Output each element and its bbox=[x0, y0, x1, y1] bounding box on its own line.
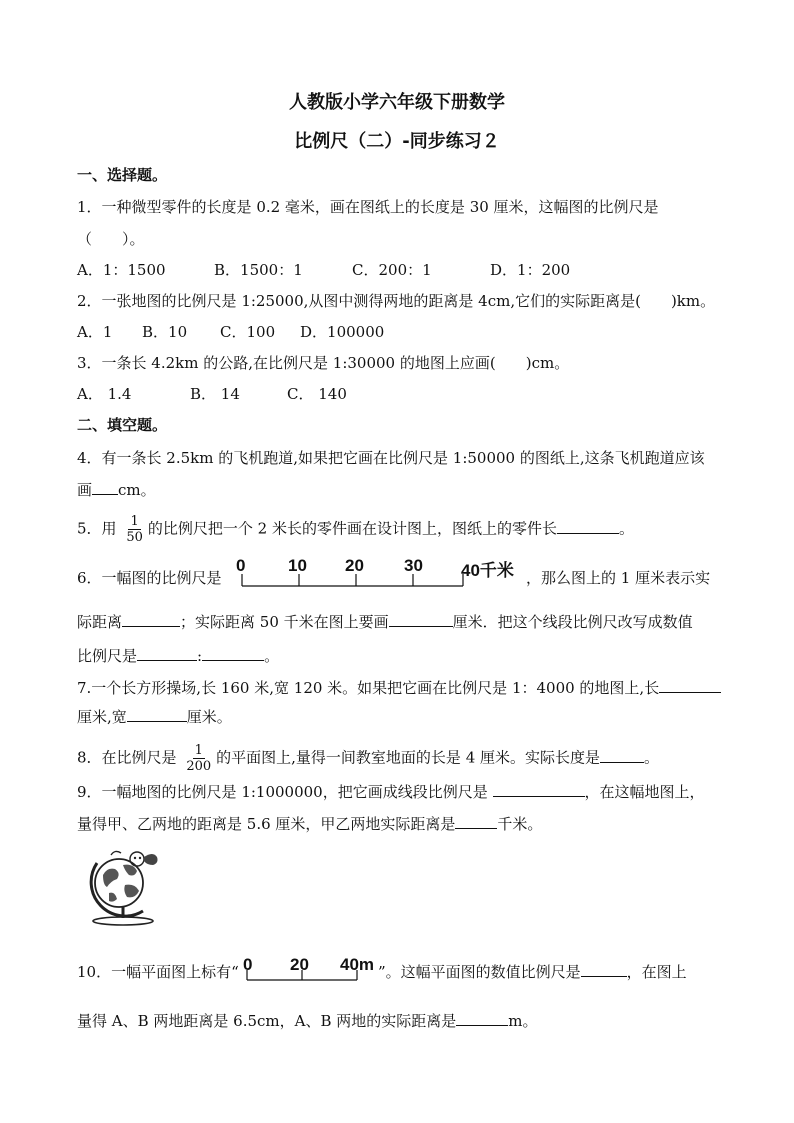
q10-answer-blank-ratio[interactable] bbox=[581, 962, 627, 977]
q6-text-line3 bbox=[77, 646, 279, 666]
q7-line2-end: 厘米。 bbox=[186, 708, 232, 726]
q6-scale-label-40km: 40千米 bbox=[461, 561, 514, 580]
q7-answer-blank-length[interactable] bbox=[659, 678, 721, 693]
q3-option-a: A． 1.4 bbox=[77, 385, 132, 403]
q5-answer-blank[interactable] bbox=[557, 519, 619, 534]
q6-line3-prefix: 比例尺是 bbox=[77, 647, 138, 665]
q6-text-line2 bbox=[77, 612, 693, 632]
q4-prefix: 画 bbox=[77, 481, 93, 499]
q3-option-c: C． 140 bbox=[287, 385, 347, 403]
q7-answer-blank-width[interactable] bbox=[127, 707, 187, 722]
q6-line2-middle: ；实际距离 50 千米在图上要画 bbox=[180, 613, 389, 631]
q5-fraction-denominator: 50 bbox=[126, 530, 143, 545]
q5-end: 。 bbox=[618, 519, 634, 538]
q1-text-line1: 1．一种微型零件的长度是 0.2 毫米，画在图纸上的长度是 30 厘米，这幅图的比例尺是 bbox=[77, 198, 659, 216]
q10-prefix: 10．一幅平面图上标有“ bbox=[77, 963, 239, 981]
q6-text-line1-end: ，那么图上的 1 厘米表示实 bbox=[526, 569, 711, 587]
q9-text-line2 bbox=[77, 814, 542, 834]
q8-fraction bbox=[184, 743, 213, 774]
q6-answer-blank-3[interactable] bbox=[137, 646, 197, 661]
q7-line1-text: 7.一个长方形操场,长 160 米,宽 120 米。如果把它画在比例尺是 1：4000 的地图上,长 bbox=[77, 679, 660, 697]
q7-text-line2 bbox=[77, 707, 232, 727]
section-choice-heading: 一、选择题。 bbox=[77, 166, 168, 184]
q10-line2-prefix: 量得 A、B 两地距离是 6.5cm，A、B 两地的实际距离是 bbox=[77, 1012, 457, 1030]
q6-line2-prefix: 际距离 bbox=[77, 613, 123, 631]
page-title: 人教版小学六年级下册数学 bbox=[289, 92, 505, 113]
q9-line2-prefix: 量得甲、乙两地的距离是 5.6 厘米，甲乙两地实际距离是 bbox=[77, 815, 456, 833]
q3-text: 3．一条长 4.2km 的公路,在比例尺是 1:30000 的地图上应画( )cm。 bbox=[77, 354, 570, 372]
q9-line1-prefix: 9．一幅地图的比例尺是 1:1000000，把它画成线段比例尺是 bbox=[77, 783, 488, 801]
q8-answer-blank[interactable] bbox=[600, 748, 644, 763]
q10-scale-label-20: 20 bbox=[290, 955, 309, 974]
q10-answer-blank-distance[interactable] bbox=[456, 1011, 508, 1026]
q10-text-line2 bbox=[77, 1011, 538, 1031]
q9-line1-end: ，在这幅地图上， bbox=[584, 783, 705, 801]
q8-fraction-denominator: 200 bbox=[186, 759, 212, 774]
q4-text-line2 bbox=[77, 480, 156, 500]
q7-line2-prefix: 厘米,宽 bbox=[77, 708, 127, 726]
page-subtitle: 比例尺（二）-同步练习２ bbox=[294, 131, 500, 152]
q3-option-b: B． 14 bbox=[190, 385, 240, 403]
q6-line2-end: 厘米．把这个线段比例尺改写成数值 bbox=[452, 613, 693, 631]
q6-prefix: 6．一幅图的比例尺是 bbox=[77, 569, 222, 587]
q8-body: 的平面图上,量得一间教室地面的长是 4 厘米。实际长度是 bbox=[216, 748, 601, 767]
q8-fraction-numerator: 1 bbox=[194, 743, 203, 758]
q5-prefix: 5．用 bbox=[77, 519, 117, 538]
section-fill-heading: 二、填空题。 bbox=[77, 416, 168, 434]
q6-scale-label-20: 20 bbox=[345, 556, 364, 575]
q5-body: 的比例尺把一个 2 米长的零件画在设计图上，图纸上的零件长 bbox=[147, 519, 557, 538]
q9-answer-blank-distance[interactable] bbox=[455, 814, 497, 829]
q6-answer-blank-2[interactable] bbox=[389, 612, 453, 627]
q6-line3-colon: : bbox=[197, 647, 203, 665]
q9-answer-blank-scale[interactable] bbox=[493, 782, 585, 797]
q7-text-line1 bbox=[77, 678, 721, 698]
q5-fraction bbox=[124, 514, 145, 545]
q4-answer-blank[interactable] bbox=[92, 480, 118, 495]
globe-icon bbox=[77, 845, 169, 927]
q5-text bbox=[77, 514, 634, 545]
q6-answer-blank-4[interactable] bbox=[202, 646, 264, 661]
q8-end: 。 bbox=[644, 748, 660, 767]
q2-option-a: A．1 bbox=[77, 323, 113, 341]
q1-option-b: B．1500：1 bbox=[214, 261, 303, 279]
q4-text-line1: 4．有一条长 2.5km 的飞机跑道,如果把它画在比例尺是 1:50000 的图纸上,这条飞机跑道应该 bbox=[77, 449, 705, 467]
q6-line3-end: 。 bbox=[264, 647, 280, 665]
q1-text-line2: （ ）。 bbox=[77, 230, 145, 248]
q2-text: 2．一张地图的比例尺是 1:25000,从图中测得两地的距离是 4cm,它们的实际距离是( )km。 bbox=[77, 292, 716, 310]
q2-option-c: C．100 bbox=[220, 323, 276, 341]
q10-line1-body: ”。这幅平面图的数值比例尺是 bbox=[378, 963, 581, 981]
q9-text-line1 bbox=[77, 782, 705, 802]
q6-scale-label-10: 10 bbox=[288, 556, 307, 575]
q10-scale-label-40m: 40m bbox=[340, 955, 375, 974]
q10-line1-tail: ，在图上 bbox=[626, 963, 687, 981]
q6-answer-blank-1[interactable] bbox=[122, 612, 180, 627]
q10-line2-end: m。 bbox=[508, 1012, 538, 1030]
q6-scale-label-0: 0 bbox=[236, 556, 246, 575]
q8-text bbox=[77, 743, 659, 774]
q4-suffix: cm。 bbox=[118, 481, 156, 499]
q9-line2-end: 千米。 bbox=[497, 815, 543, 833]
q6-scale-label-30: 30 bbox=[404, 556, 423, 575]
q6-line-scale bbox=[241, 560, 491, 590]
q1-option-d: D．1：200 bbox=[490, 261, 571, 279]
q5-fraction-numerator: 1 bbox=[130, 514, 139, 529]
q10-text-line1-end bbox=[378, 962, 687, 982]
q2-option-b: B．10 bbox=[142, 323, 188, 341]
q8-prefix: 8．在比例尺是 bbox=[77, 748, 177, 767]
q1-option-c: C．200：1 bbox=[352, 261, 432, 279]
q2-option-d: D．100000 bbox=[300, 323, 385, 341]
q1-option-a: A．1：1500 bbox=[77, 261, 166, 279]
q10-scale-label-0: 0 bbox=[243, 955, 253, 974]
